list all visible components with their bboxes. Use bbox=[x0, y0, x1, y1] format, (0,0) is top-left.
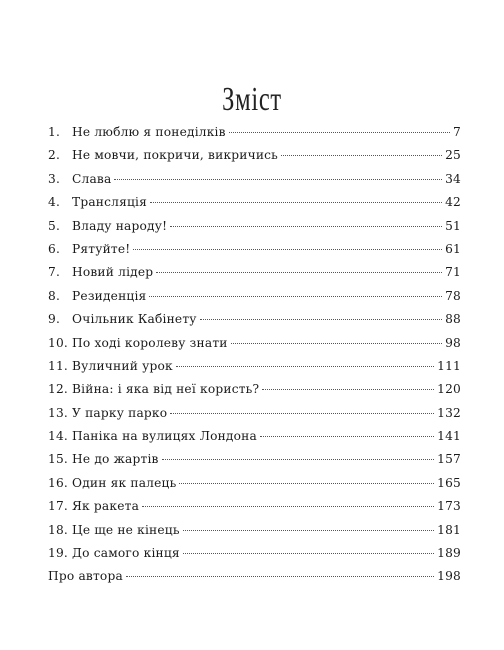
dot-leader bbox=[176, 357, 434, 367]
toc-row[interactable] bbox=[48, 332, 461, 355]
page-number: 34 bbox=[445, 171, 461, 186]
page-number: 51 bbox=[445, 218, 461, 233]
page-number: 198 bbox=[437, 569, 461, 584]
chapter-number: 3. bbox=[48, 171, 61, 186]
dot-leader bbox=[114, 170, 442, 180]
dot-leader bbox=[142, 497, 434, 507]
dot-leader bbox=[170, 217, 442, 227]
chapter-number: 4. bbox=[48, 195, 61, 210]
dot-leader bbox=[149, 287, 442, 297]
chapter-number: 5. bbox=[48, 218, 61, 233]
toc-row[interactable] bbox=[48, 191, 461, 214]
chapter-title: Рятуйте! bbox=[72, 241, 131, 256]
dot-leader bbox=[150, 193, 442, 203]
chapter-title: Війна: і яка від неї користь? bbox=[72, 382, 260, 397]
chapter-number: 8. bbox=[48, 288, 61, 303]
chapter-title: У парку парко bbox=[72, 405, 168, 420]
page-number: 98 bbox=[445, 335, 461, 350]
chapter-title: Як ракета bbox=[72, 499, 140, 514]
dot-leader bbox=[231, 334, 442, 344]
page-number: 61 bbox=[445, 241, 461, 256]
toc-row[interactable] bbox=[48, 168, 461, 191]
dot-leader bbox=[179, 474, 434, 484]
toc-row[interactable] bbox=[48, 378, 461, 401]
dot-leader bbox=[260, 427, 434, 437]
chapter-number: 18. bbox=[48, 522, 68, 537]
toc-title: Зміст bbox=[222, 80, 282, 118]
dot-leader bbox=[126, 567, 434, 577]
chapter-title: Вуличний урок bbox=[72, 358, 173, 373]
page-number: 7 bbox=[453, 125, 461, 139]
page-number: 71 bbox=[445, 265, 461, 280]
toc-row[interactable] bbox=[48, 425, 461, 448]
toc-row[interactable] bbox=[48, 542, 461, 565]
chapter-title: Один як палець bbox=[72, 475, 177, 490]
dot-leader bbox=[200, 310, 442, 320]
page-number: 88 bbox=[445, 312, 461, 327]
dot-leader bbox=[229, 123, 450, 133]
table-of-contents bbox=[48, 121, 461, 589]
toc-row[interactable] bbox=[48, 565, 461, 588]
dot-leader bbox=[183, 521, 434, 531]
page-number: 165 bbox=[437, 475, 461, 490]
chapter-number: 14. bbox=[48, 429, 68, 444]
chapter-number: 17. bbox=[48, 499, 68, 514]
chapter-number: 1. bbox=[48, 125, 61, 139]
chapter-number: 15. bbox=[48, 452, 68, 467]
toc-row[interactable] bbox=[48, 519, 461, 542]
dot-leader bbox=[162, 450, 435, 460]
toc-row[interactable] bbox=[48, 308, 461, 331]
chapter-number: 12. bbox=[48, 382, 68, 397]
toc-row[interactable] bbox=[48, 238, 461, 261]
toc-row[interactable] bbox=[48, 215, 461, 238]
page-number: 120 bbox=[437, 382, 461, 397]
chapter-title: Резиденція bbox=[72, 288, 147, 303]
chapter-title: Новий лідер bbox=[72, 265, 154, 280]
chapter-number: 13. bbox=[48, 405, 68, 420]
dot-leader bbox=[262, 380, 434, 390]
chapter-title: До самого кінця bbox=[72, 546, 180, 561]
chapter-title: Слава bbox=[72, 171, 112, 186]
chapter-title: Владу народу! bbox=[72, 218, 168, 233]
dot-leader bbox=[170, 404, 434, 414]
chapter-title: Це ще не кінець bbox=[72, 522, 180, 537]
chapter-title: Про автора bbox=[48, 569, 123, 584]
chapter-number: 16. bbox=[48, 475, 68, 490]
page-number: 141 bbox=[437, 429, 461, 444]
page-number: 42 bbox=[445, 195, 461, 210]
dot-leader bbox=[156, 263, 442, 273]
chapter-title: Не мовчи, покричи, викричись bbox=[72, 148, 279, 163]
page-number: 25 bbox=[445, 148, 461, 163]
toc-row[interactable] bbox=[48, 402, 461, 425]
chapter-number: 9. bbox=[48, 312, 61, 327]
chapter-title: По ході королеву знати bbox=[72, 335, 228, 350]
chapter-title: Очільник Кабінету bbox=[72, 312, 197, 327]
dot-leader bbox=[183, 544, 434, 554]
page-number: 132 bbox=[437, 405, 461, 420]
page-number: 181 bbox=[437, 522, 461, 537]
toc-row[interactable] bbox=[48, 261, 461, 284]
chapter-number: 11. bbox=[48, 358, 68, 373]
page-number: 173 bbox=[437, 499, 461, 514]
dot-leader bbox=[281, 146, 442, 156]
page-number: 157 bbox=[437, 452, 461, 467]
page-number: 111 bbox=[437, 358, 461, 373]
toc-row[interactable] bbox=[48, 121, 461, 144]
chapter-number: 7. bbox=[48, 265, 61, 280]
toc-row[interactable] bbox=[48, 285, 461, 308]
chapter-title: Не до жартів bbox=[72, 452, 159, 467]
dot-leader bbox=[133, 240, 442, 250]
chapter-number: 10. bbox=[48, 335, 68, 350]
chapter-number: 2. bbox=[48, 148, 61, 163]
chapter-title: Паніка на вулицях Лондона bbox=[72, 429, 257, 444]
chapter-number: 6. bbox=[48, 241, 61, 256]
toc-row[interactable] bbox=[48, 472, 461, 495]
chapter-title: Трансляція bbox=[72, 195, 147, 210]
page-number: 189 bbox=[437, 546, 461, 561]
toc-row[interactable] bbox=[48, 355, 461, 378]
page-number: 78 bbox=[445, 288, 461, 303]
chapter-number: 19. bbox=[48, 546, 68, 561]
chapter-title: Не люблю я понеділків bbox=[72, 125, 226, 139]
toc-row[interactable] bbox=[48, 448, 461, 471]
toc-row[interactable] bbox=[48, 144, 461, 167]
toc-row[interactable] bbox=[48, 495, 461, 518]
